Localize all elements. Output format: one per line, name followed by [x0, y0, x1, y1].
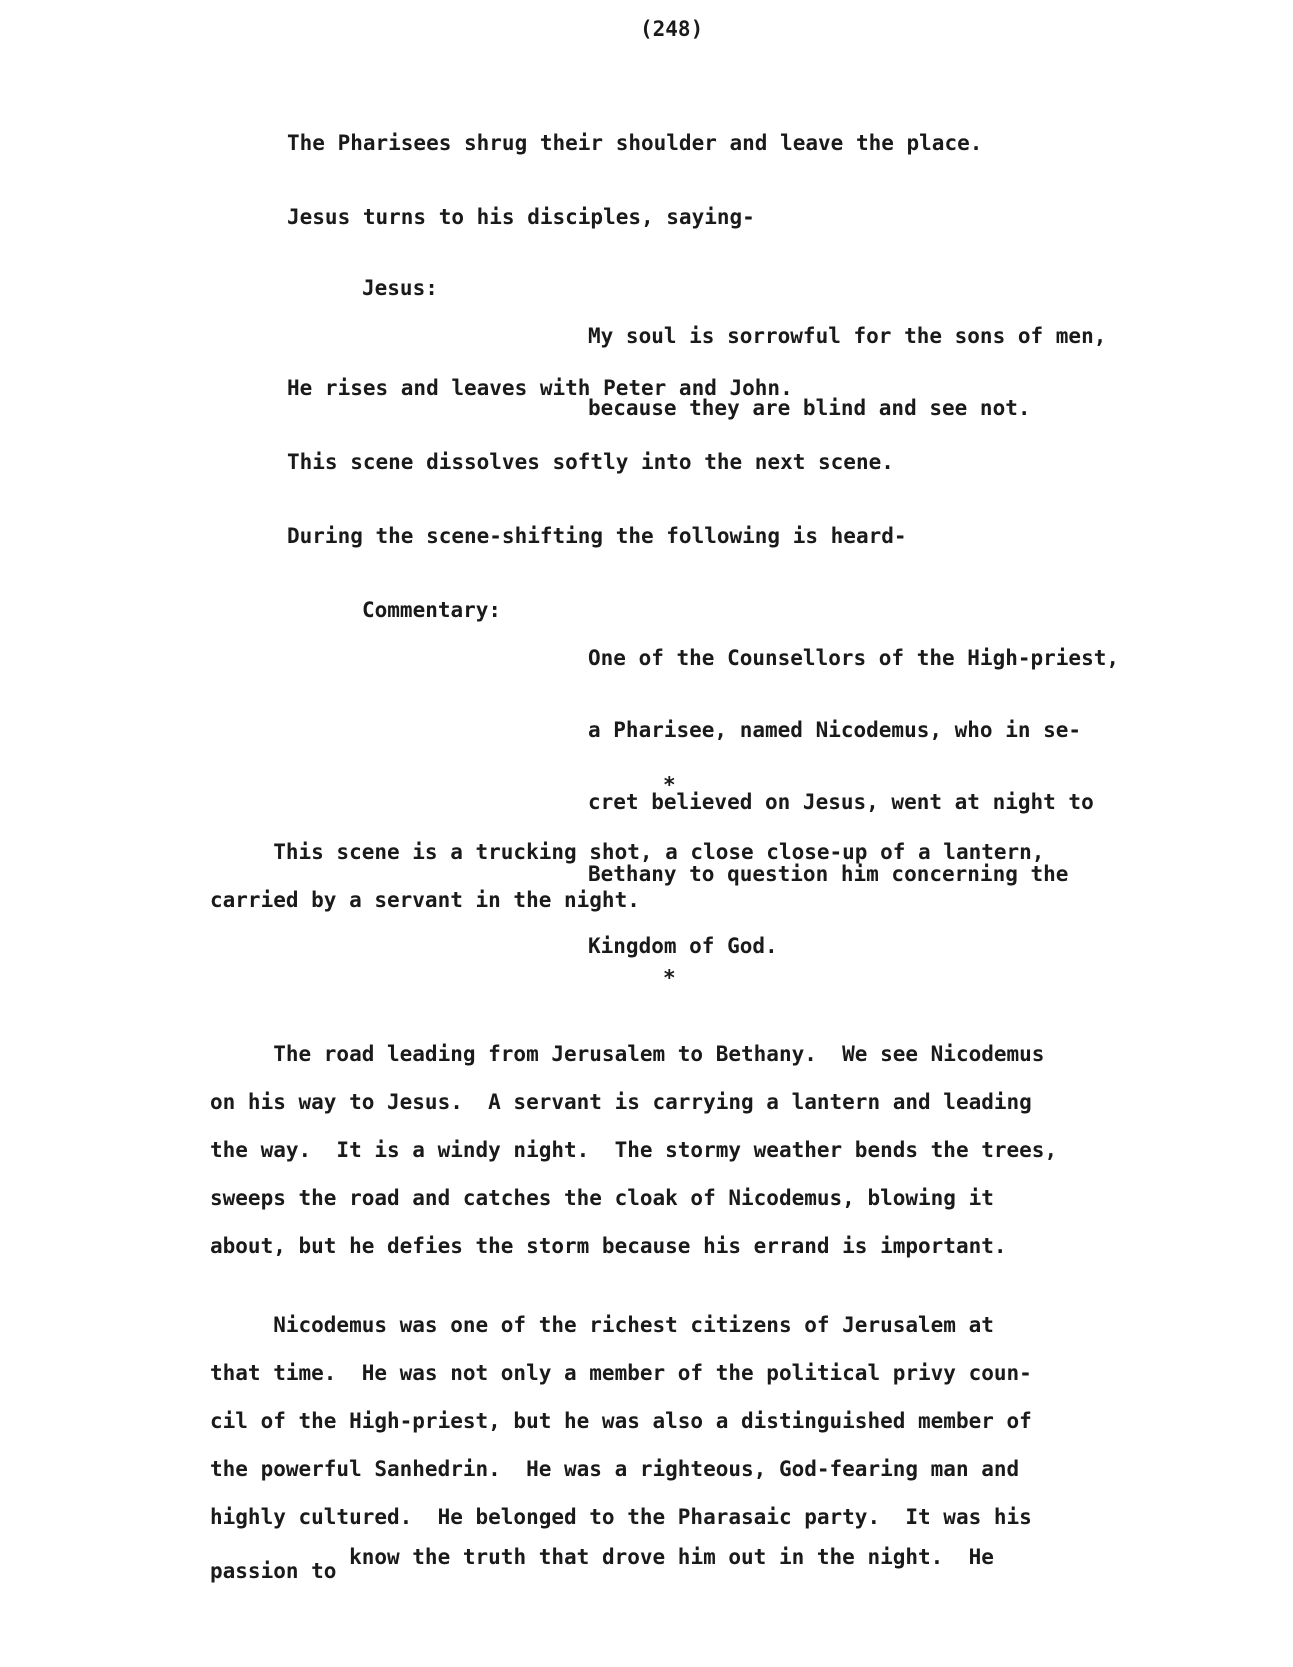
- paragraph-line: that time. He was not only a member of the political privy coun-: [210, 1361, 1032, 1385]
- paragraph-line: about, but he defies the storm because his errand is important.: [210, 1234, 1007, 1258]
- paragraph-line: on his way to Jesus. A servant is carrying a lantern and leading: [210, 1090, 1032, 1114]
- dialogue-commentary: [588, 598, 1119, 1006]
- paragraph-last-line: [210, 1545, 994, 1584]
- dialogue-line: My soul is sorrowful for the sons of men,: [588, 324, 1107, 348]
- speaker-jesus: Jesus:: [362, 276, 438, 300]
- paragraph-line-start: passion to: [210, 1559, 350, 1583]
- paragraph-line: the way. It is a windy night. The stormy weather bends the trees,: [210, 1138, 1058, 1162]
- paragraph-line: This scene is a trucking shot, a close close-up of a lantern,: [210, 840, 1045, 864]
- paragraph-line: carried by a servant in the night.: [210, 888, 640, 912]
- paragraph-line-overtyped: know the truth that drove him out in the night. He: [349, 1545, 994, 1569]
- paragraph-line: the powerful Sanhedrin. He was a righteous, God-fearing man and: [210, 1457, 1020, 1481]
- page-number: (248): [640, 17, 704, 41]
- stage-direction-scene-dissolves: This scene dissolves softly into the next scene.: [287, 450, 894, 474]
- stage-direction-he-rises: He rises and leaves with Peter and John.: [287, 376, 793, 400]
- dialogue-line: cret believed on Jesus, went at night to: [588, 790, 1094, 814]
- stage-direction-pharisees-leave: The Pharisees shrug their shoulder and leave the place.: [287, 131, 983, 155]
- dialogue-line: a Pharisee, named Nicodemus, who in se-: [588, 718, 1082, 742]
- speaker-commentary: Commentary:: [362, 598, 502, 622]
- stage-direction-scene-shifting: During the scene-shifting the following is heard-: [287, 524, 907, 548]
- stage-direction-jesus-turns: Jesus turns to his disciples, saying-: [287, 205, 755, 229]
- dialogue-line: Bethany to question him concerning the: [588, 862, 1069, 886]
- scene-separator: *: [663, 966, 676, 990]
- paragraph-line: sweeps the road and catches the cloak of Nicodemus, blowing it: [210, 1186, 994, 1210]
- dialogue-line: One of the Counsellors of the High-priest,: [588, 646, 1120, 670]
- paragraph-line: cil of the High-priest, but he was also a distinguished member of: [210, 1409, 1032, 1433]
- scene-separator: *: [663, 773, 676, 797]
- paragraph-line: highly cultured. He belonged to the Pharasaic party. It was his: [210, 1505, 1032, 1529]
- dialogue-line: Kingdom of God.: [588, 934, 778, 958]
- dialogue-jesus: [588, 276, 1106, 468]
- paragraph-line: Nicodemus was one of the richest citizens of Jerusalem at: [210, 1313, 994, 1337]
- dialogue-line: because they are blind and see not.: [588, 396, 1031, 420]
- paragraph-line: The road leading from Jerusalem to Bethany. We see Nicodemus: [210, 1042, 1045, 1066]
